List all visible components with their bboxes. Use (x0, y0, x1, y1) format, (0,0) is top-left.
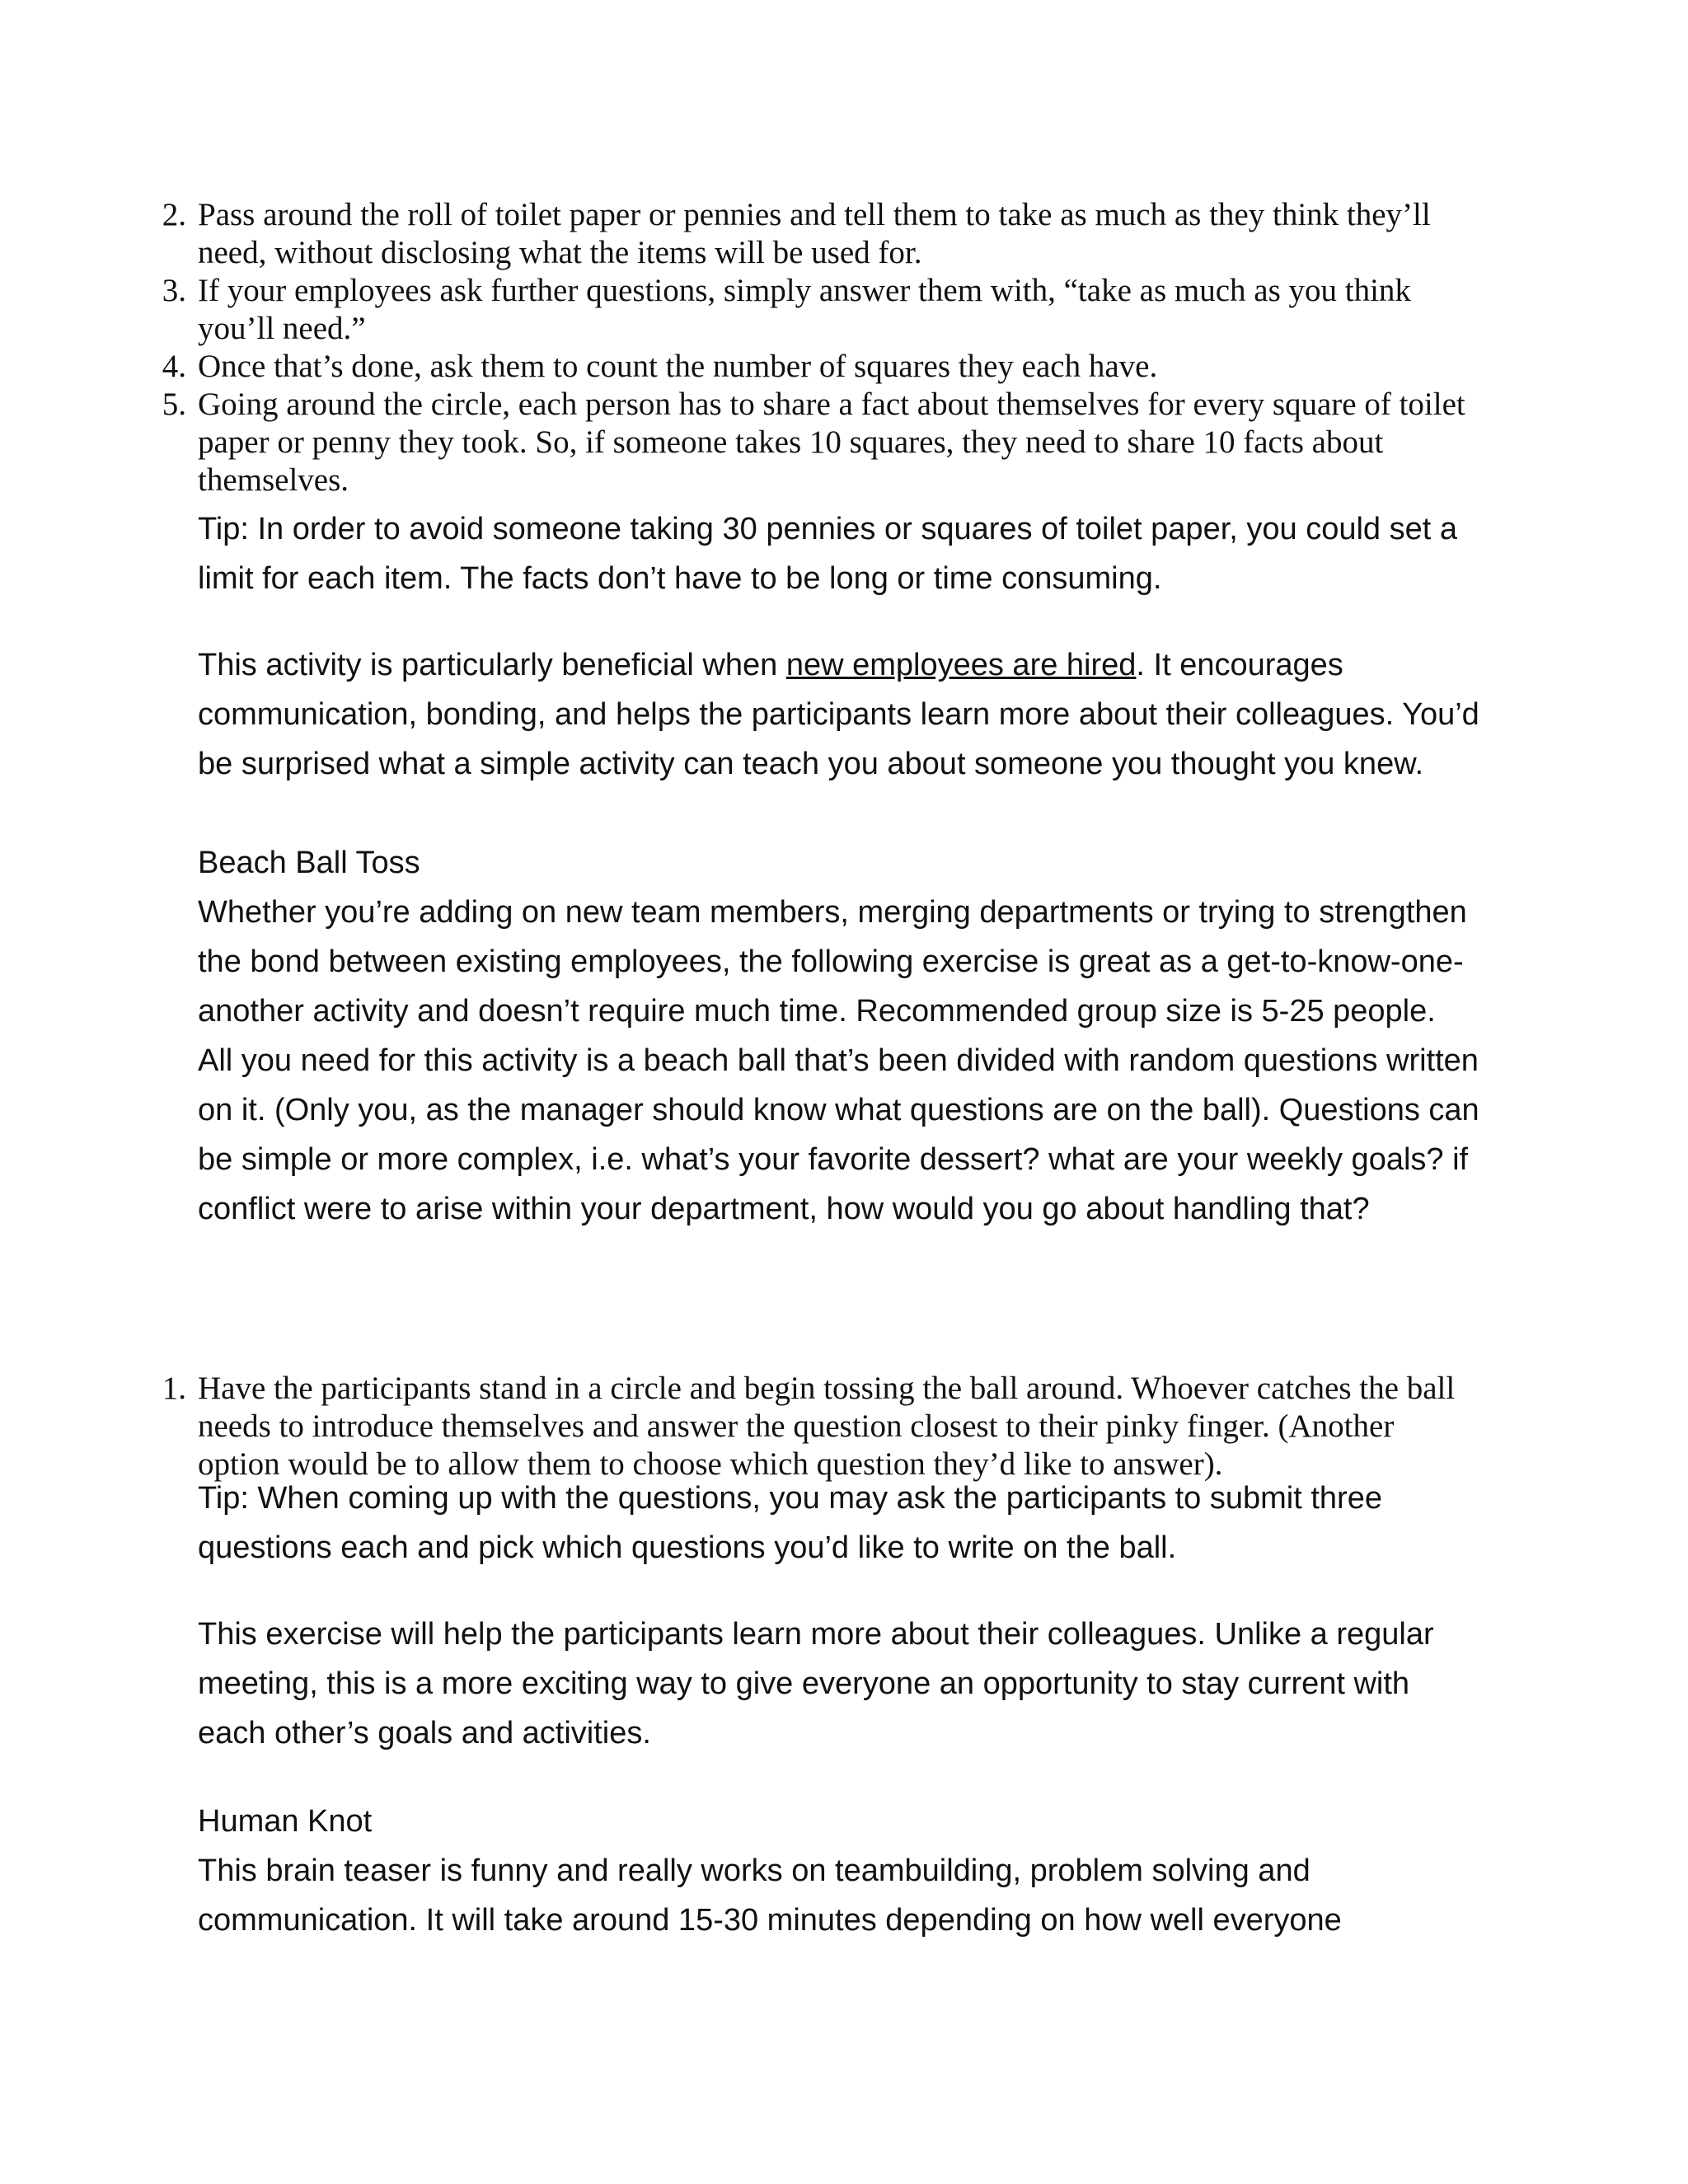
beach-ball-materials: All you need for this activity is a beach ball that’s been divided with random questions written on it. (Only you, as the manager should know what questions are on the ball). Questions can be simple or more complex, i.e. what’s your favorite dessert? what are your weekly goals? if conflict were to arise within your department, how would you go about handling that? (198, 1043, 1479, 1226)
tip-paragraph (198, 504, 1484, 603)
beach-ball-section (198, 838, 1484, 1234)
list-item-text: If your employees ask further questions, simply answer them with, “take as much as you think you’ll need.” (198, 273, 1411, 346)
list-item (147, 196, 1474, 272)
list-item-text: Pass around the roll of toilet paper or pennies and tell them to take as much as they think they’ll need, without disclosing what the items will be used for. (198, 197, 1431, 270)
exercise-paragraph (198, 1610, 1484, 1758)
benefit-paragraph (198, 640, 1484, 789)
list-number: 5. (162, 387, 186, 422)
tip-text: Tip: In order to avoid someone taking 30 pennies or squares of toilet paper, you could set a limit for each item. The facts don’t have to be long or time consuming. (198, 512, 1457, 596)
benefit-text-end: . It encourages communication, bonding, and helps the participants learn more about their colleagues. You’d be surprised what a simple activity can teach you about someone you thought you knew. (198, 648, 1479, 781)
tip-paragraph (198, 1474, 1484, 1572)
numbered-list-top (147, 196, 1474, 499)
section-heading: Human Knot (198, 1804, 373, 1839)
list-item-text: Once that’s done, ask them to count the number of squares they each have. (198, 349, 1158, 384)
exercise-text: This exercise will help the participants learn more about their colleagues. Unlike a regular meeting, this is a more exciting way to give everyone an opportunity to stay current with each other’s goals and activities. (198, 1617, 1434, 1750)
human-knot-section (198, 1797, 1484, 1945)
benefit-text-start: This activity is particularly beneficial when (198, 648, 786, 682)
benefit-text (198, 640, 1484, 789)
list-number: 3. (162, 273, 186, 308)
list-item (147, 1370, 1474, 1483)
list-item-text: Going around the circle, each person has to share a fact about themselves for every square of toilet paper or penny they took. So, if someone takes 10 squares, they need to share 10 facts about themselves. (198, 387, 1465, 498)
list-item (147, 348, 1474, 386)
new-employees-link[interactable]: new employees are hired (785, 648, 1137, 682)
list-item (147, 272, 1474, 348)
list-item (147, 386, 1474, 499)
list-item-text: Have the participants stand in a circle and begin tossing the ball around. Whoever catches the ball needs to introduce themselves and answer the question closest to their pinky finger. (Another option would be to allow them to choose which question they’d like to answer). (198, 1371, 1456, 1482)
tip-text: Tip: When coming up with the questions, you may ask the participants to submit three questions each and pick which questions you’d like to write on the ball. (198, 1481, 1382, 1565)
list-number: 4. (162, 349, 186, 384)
numbered-list-bottom (147, 1370, 1474, 1483)
list-number: 1. (162, 1371, 186, 1406)
list-number: 2. (162, 197, 186, 232)
beach-ball-intro: Whether you’re adding on new team members, merging departments or trying to strengthen the bond between existing employees, the following exercise is great as a get-to-know-one-another activity and doesn’t require much time. Recommended group size is 5-25 people. (198, 895, 1467, 1029)
human-knot-intro: This brain teaser is funny and really works on teambuilding, problem solving and communication. It will take around 15-30 minutes depending on how well everyone (198, 1854, 1342, 1938)
section-heading: Beach Ball Toss (198, 846, 420, 880)
